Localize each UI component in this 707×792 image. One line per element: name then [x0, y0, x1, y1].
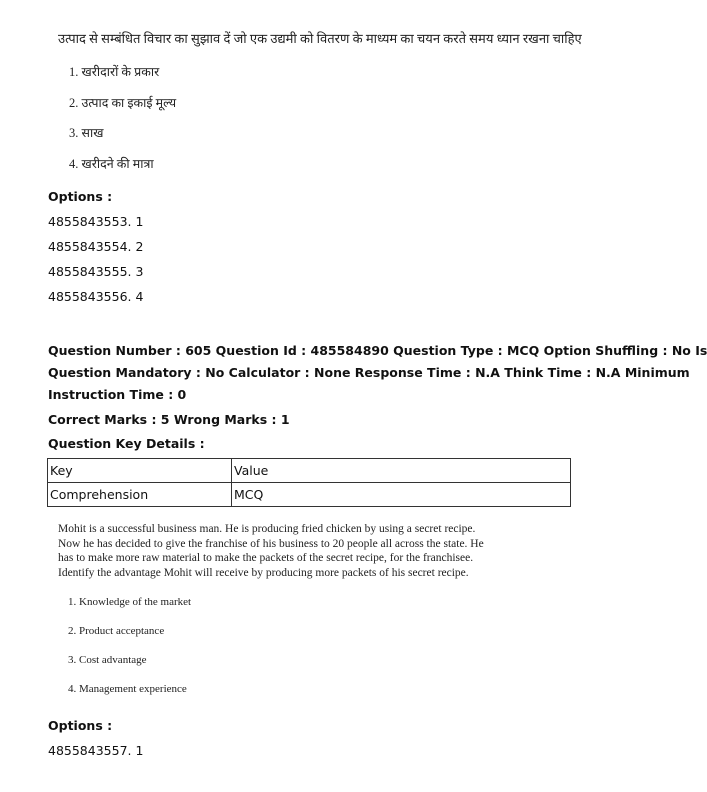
- statement-4: 4. खरीदने की मात्रा: [69, 157, 154, 171]
- statement-4: 4. Management experience: [68, 683, 187, 695]
- statement-3: 3. Cost advantage: [68, 654, 147, 666]
- table-cell-value: MCQ: [232, 483, 571, 507]
- option-3: 4855843555. 3: [48, 264, 144, 279]
- options-heading: Options :: [48, 718, 113, 733]
- options-heading: Options :: [48, 189, 113, 204]
- table-cell-key: Comprehension: [48, 483, 232, 507]
- marks-line: Correct Marks : 5 Wrong Marks : 1: [48, 412, 290, 427]
- table-header-key: Key: [48, 459, 232, 483]
- option-2: 4855843554. 2: [48, 239, 144, 254]
- statement-1: 1. Knowledge of the market: [68, 596, 192, 608]
- key-details-heading: Question Key Details :: [48, 436, 205, 451]
- statement-3: 3. साख: [69, 126, 104, 140]
- key-details-table: [47, 458, 571, 507]
- option-1: 4855843553. 1: [48, 214, 144, 229]
- option-1: 4855843557. 1: [48, 743, 144, 758]
- question-text: उत्पाद से सम्बंधित विचार का सुझाव दें जो एक उद्यमी को वितरण के माध्यम का चयन करते समय ध्यान रखना चाहिए: [58, 31, 582, 46]
- question-meta-line-2: Question Mandatory : No Calculator : None Response Time : N.A Think Time : N.A Minimum: [48, 365, 690, 380]
- comprehension-passage: Mohit is a successful business man. He is producing fried chicken by using a secret recipe. Now he has decided to give the franchise of his business to 20 people all across the state. He has to make more raw material to make the packets of the secret recipe, for the franchisee. Identify the advantage Mohit will receive by producing more packets of his secret recipe.: [58, 523, 484, 579]
- statement-1: 1. खरीदारों के प्रकार: [69, 65, 160, 79]
- table-row: [48, 483, 571, 507]
- table-header-row: [48, 459, 571, 483]
- statement-2: 2. Product acceptance: [68, 625, 165, 637]
- option-4: 4855843556. 4: [48, 289, 144, 304]
- question-meta-line-3: Instruction Time : 0: [48, 387, 187, 402]
- statement-2: 2. उत्पाद का इकाई मूल्य: [69, 96, 177, 110]
- table-header-value: Value: [232, 459, 571, 483]
- question-meta-line-1: Question Number : 605 Question Id : 485584890 Question Type : MCQ Option Shuffling : No Is: [48, 343, 707, 358]
